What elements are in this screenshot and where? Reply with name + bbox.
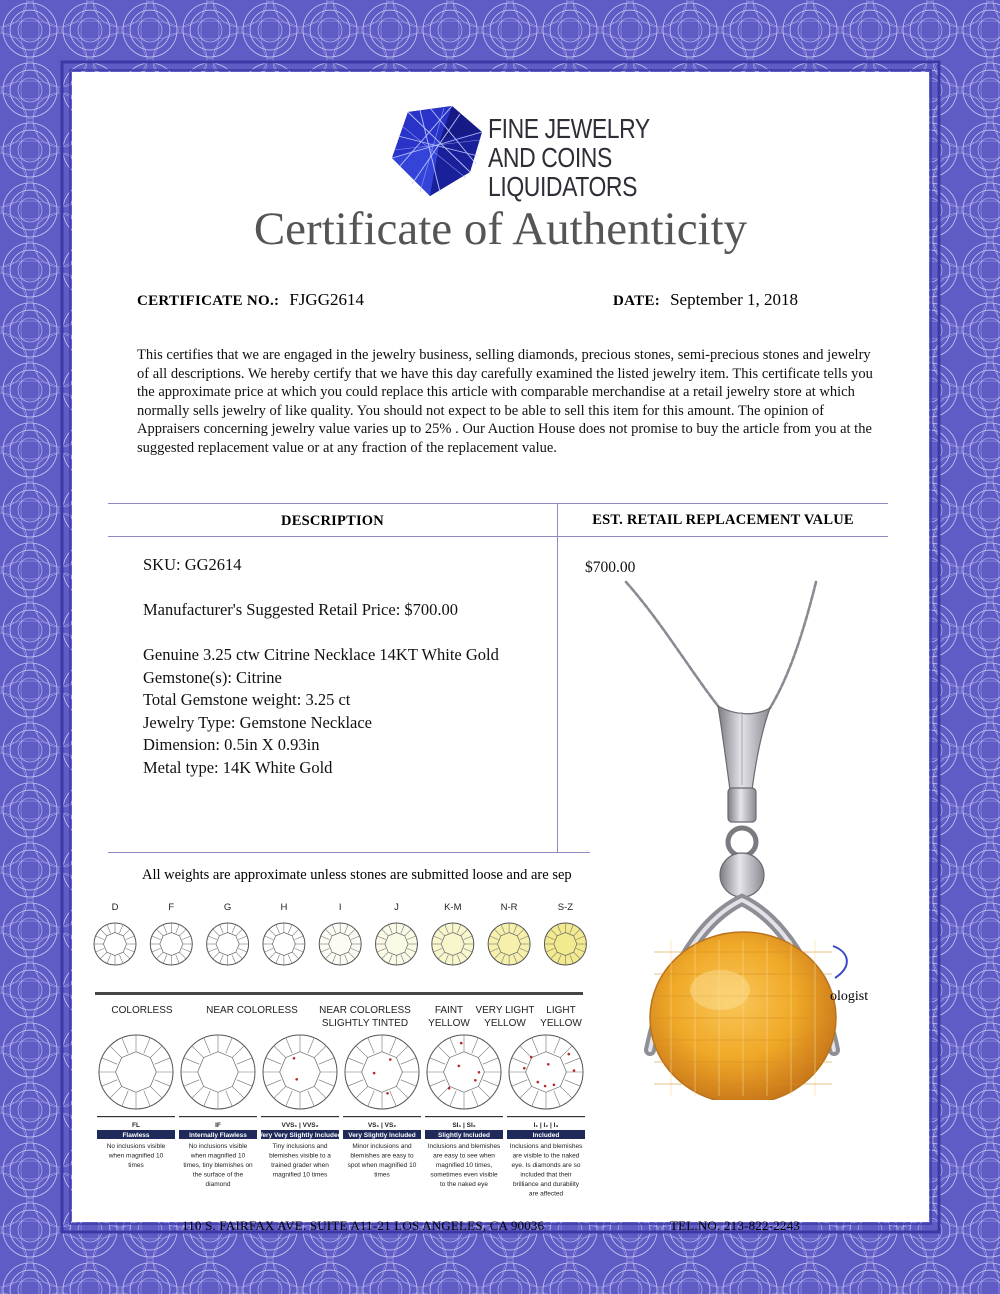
description-header: DESCRIPTION [281,513,384,529]
clarity-grade-description: magnified 10 times, [435,1162,493,1169]
color-category-label: YELLOW [484,1018,526,1029]
item-details [143,644,499,779]
color-grade-label: H [280,902,288,913]
company-logo [390,106,650,203]
color-grade-diamond [544,923,586,965]
clarity-grade-scale [97,1035,585,1198]
color-grade-label: F [168,902,175,913]
color-grade-diamond [263,923,305,965]
clarity-grade-description: magnified 10 times [272,1171,328,1179]
color-grade-label: S-Z [557,902,574,913]
clarity-grade-description: sometimes even visible [430,1171,498,1179]
clarity-grade-description: to the naked eye [439,1181,489,1188]
diamond-grading-chart [92,892,597,1217]
color-category-label: FAINT [434,1005,464,1016]
clarity-grade-description: are visible to the naked [512,1152,580,1160]
certification-statement: This certifies that we are engaged in the jewelry business, selling diamonds, precious stones, semi-precious stones and jewelry of all descriptions. We hereby certify that we have this day carefully examined the listed jewelry item. This certificate tells you the approximate price at which you could replace this article with comparable merchandise at a retail jewelry store at which normally sells jewelry of like quality. You should not expect to be able to sell this item for this amount. The opinion of Appraisers concerning jewelry value varies up to 25% . Our Auction House does not promise to buy the article from you at the suggested replacement value or at any fraction of the replacement value. [137,347,873,456]
clarity-grade-diamond [427,1035,501,1109]
color-grade-diamond [488,923,530,965]
clarity-grade-description: when magnified 10 [108,1152,164,1160]
color-grade-diamond [150,923,192,965]
replacement-value: $700.00 [585,559,636,576]
date-value: September 1, 2018 [670,290,799,309]
detail-line: Metal type: 14K White Gold [143,757,333,777]
clarity-grade-label: FL [132,1122,140,1129]
color-grade-label: K-M [444,902,462,913]
clarity-grade-description: No inclusions visible [106,1143,166,1150]
clarity-grade-label: VS₁ | VS₂ [367,1122,397,1129]
clarity-grade-label: VVS₁ | VVS₂ [281,1122,319,1129]
color-grade-diamond [207,923,249,965]
clarity-grade-description: blemishes visible to a [269,1152,331,1160]
clarity-grade-description: the surface of the [192,1171,244,1179]
clarity-grade-description: when magnified 10 [190,1152,246,1160]
clarity-grade-description: included that their [520,1171,572,1179]
clarity-grade-description: times [128,1162,144,1169]
color-grade-diamond [376,923,418,965]
clarity-grade-description: times, tiny blemishes on [183,1162,253,1169]
color-grade-diamond [94,923,136,965]
detail-line: Total Gemstone weight: 3.25 ct [143,690,351,709]
clarity-grade-description: are easy to see when [433,1152,495,1160]
detail-line: Gemstone(s): Citrine [143,667,282,687]
clarity-grade-description: diamond [205,1181,231,1188]
color-grade-label: J [394,902,399,913]
color-grade-label: I [338,902,342,913]
color-category-label: LIGHT [546,1005,576,1016]
color-category-label: YELLOW [428,1018,470,1029]
date-label: DATE: [613,293,661,309]
color-category-labels [111,1005,582,1029]
color-grade-scale [94,902,586,965]
clarity-grade-description: Minor inclusions and [352,1143,412,1150]
clarity-grade-label: IF [215,1122,221,1129]
detail-line: Jewelry Type: Gemstone Necklace [143,712,372,732]
citrine-gem [650,932,836,1100]
color-category-label: NEAR COLORLESS [319,1005,411,1016]
color-category-label: YELLOW [540,1018,582,1029]
logo-line: FINE JEWELRY [488,113,650,144]
logo-gem-icon [390,106,486,198]
clarity-grade-name: Included [532,1132,560,1139]
clarity-grade-description: Inclusions and blemishes [509,1143,583,1150]
clarity-grade-name: Flawless [122,1132,150,1139]
date-row [613,290,798,310]
footer-phone: TEL.NO. 213-822-2243 [670,1218,801,1233]
detail-line: Dimension: 0.5in X 0.93in [143,735,320,754]
msrp-text: Manufacturer's Suggested Retail Price: $700.00 [143,600,459,619]
clarity-grade-diamond [181,1035,255,1109]
logo-line: LIQUIDATORS [488,171,638,202]
signature-mark-icon [827,944,857,980]
clarity-grade-description: spot when magnified 10 [347,1162,417,1169]
sku-text: SKU: GG2614 [143,555,242,574]
clarity-grade-description: trained grader when [271,1162,329,1169]
certificate-number-label: CERTIFICATE NO.: [137,293,280,309]
page-title: Certificate of Authenticity [253,203,748,255]
signature-title-fragment: ologist [830,989,869,1004]
color-grade-diamond [319,923,361,965]
color-category-label: NEAR COLORLESS [206,1005,298,1016]
clarity-grade-diamond [345,1035,419,1109]
clarity-grade-description: eye. Is diamonds are so [511,1162,581,1169]
clarity-grade-description: blemishes are easy to [350,1152,414,1160]
pendant-image [590,580,902,1100]
clarity-grade-name: Very Slightly Included [348,1132,416,1139]
clarity-grade-diamond [99,1035,173,1109]
clarity-grade-description: are affected [528,1190,564,1198]
color-category-label: VERY LIGHT [475,1005,535,1016]
color-scale-bar [95,992,583,995]
certificate-body [72,72,929,1233]
color-category-label: COLORLESS [111,1005,173,1016]
logo-line: AND COINS [488,142,612,173]
weights-note: All weights are approximate unless stones are submitted loose and are sep [142,867,572,883]
color-grade-diamond [432,923,474,965]
table-column-divider [557,503,558,852]
certificate-number-row [137,290,364,310]
clarity-grade-name: Internally Flawless [189,1132,247,1139]
clarity-grade-description: No inclusions visible [188,1143,248,1150]
clarity-grade-description: brilliance and durability [512,1181,580,1188]
table-top-rule [108,503,888,504]
detail-line: Genuine 3.25 ctw Citrine Necklace 14KT White Gold [143,645,499,664]
color-grade-label: N-R [500,902,518,913]
clarity-grade-description: Tiny inclusions and [272,1143,328,1150]
clarity-grade-name: Very Very Slightly Included [258,1132,342,1139]
logo-wordmark [488,114,650,201]
clarity-grade-diamond [263,1035,337,1109]
clarity-grade-name: Slightly Included [437,1132,491,1139]
clarity-grade-description: Inclusions and blemishes [427,1143,501,1150]
clarity-grade-description: times [374,1171,390,1179]
color-category-label: SLIGHTLY TINTED [321,1018,409,1029]
footer-address: 110 S. FAIRFAX AVE. SUITE A11-21 LOS ANGELES, CA 90036 [182,1218,545,1233]
certificate-number: FJGG2614 [289,290,364,309]
clarity-grade-label: I₁ | I₂ | I₃ [533,1122,559,1129]
table-header-rule [108,536,888,537]
color-grade-label: G [223,902,232,913]
color-grade-label: D [111,902,119,913]
value-header: EST. RETAIL REPLACEMENT VALUE [592,512,854,528]
clarity-grade-diamond [509,1035,583,1109]
clarity-grade-label: SI₁ | SI₂ [452,1122,476,1129]
